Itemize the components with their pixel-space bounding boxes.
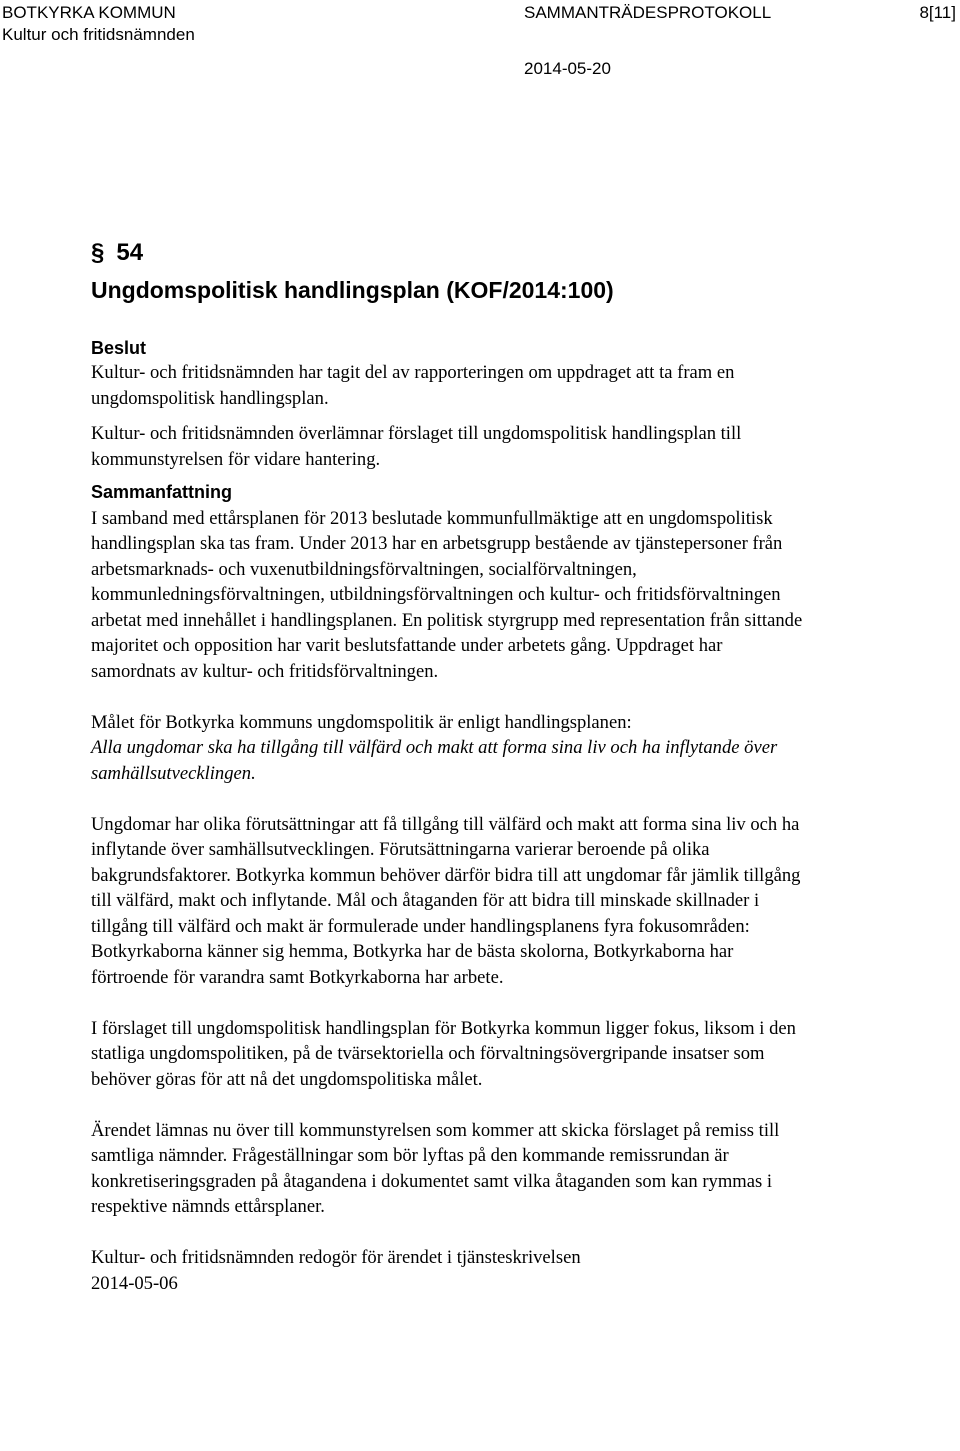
report-date: 2014-05-06 (91, 1272, 178, 1294)
paragraph-sign: § (91, 239, 105, 266)
report-reference-text: Kultur- och fritidsnämnden redogör för ärendet i tjänsteskrivelsen (91, 1247, 581, 1268)
goal-intro: Målet för Botkyrka kommuns ungdomspolitik är enligt handlingsplanen: (91, 711, 632, 733)
organization-name: BOTKYRKA KOMMUN (2, 3, 176, 22)
section-title: Ungdomspolitisk handlingsplan (KOF/2014:100) (91, 277, 614, 303)
page-number: 8[11] (919, 3, 956, 22)
committee-name: Kultur och fritidsnämnden (2, 25, 195, 44)
goal-quote: Alla ungdomar ska ha tillgång till välfärd och makt att forma sina liv och ha inflytande över samhällsutvecklingen. (91, 737, 778, 784)
decision-paragraph: Kultur- och fritidsnämnden har tagit del av rapporteringen om uppdraget att ta fram en ungdomspolitisk handlingsplan. (91, 362, 735, 409)
summary-heading: Sammanfattning (91, 482, 233, 502)
summary-paragraph: Ärendet lämnas nu över till kommunstyrelsen som kommer att skicka förslaget på remiss till samtliga nämnder. Frågeställningar som bör lyftas på den kommande remissrundan är konkretiseringsgraden på åtagandena i dokumentet samt vilka åtaganden som kan rymmas i respektive nämnds ettårsplaner. (91, 1119, 780, 1217)
summary-paragraph: I förslaget till ungdomspolitisk handlingsplan för Botkyrka kommun ligger fokus, liksom i den statliga ungdomspolitiken, på de tvärsektoriella och förvaltningsövergripande insatser som behöver göras för att nå det ungdomspolitiska målet. (91, 1017, 796, 1090)
section-number-value: 54 (116, 239, 144, 266)
summary-paragraph: Ungdomar har olika förutsättningar att få tillgång till välfärd och makt att forma sina liv och ha inflytande över samhällsutvecklingen. Förutsättningarna varierar beroende på olika bakgrundsfaktorer. Botkyrka kommun behöver därför bidra till att ungdomar får jämlik tillgång till välfärd, makt och inflytande. Mål och åtaganden för att bidra till minskade skillnader i tillgång till välfärd och makt är formulerade under handlingsplanens fyra fokusområden: Botkyrkaborna känner sig hemma, Botkyrka har de bästa skolorna, Botkyrkaborna har förtroende för varandra samt Botkyrkaborna har arbete. (91, 813, 801, 988)
document-type: SAMMANTRÄDESPROTOKOLL (524, 3, 772, 22)
summary-paragraph: I samband med ettårsplanen för 2013 beslutade kommunfullmäktige att en ungdomspolitisk handlingsplan ska tas fram. Under 2013 har en arbetsgrupp bestående av tjänstepersoner från arbetsmarknads- och vuxenutbildningsförvaltningen, socialförvaltningen, kommunledningsförvaltningen, utbildningsförvaltningen och kultur- och fritidsförvaltningen arbetat med innehållet i handlingsplanen. En politisk styrgrupp med representation från sittande majoritet och opposition har varit beslutsfattande under arbetets gång. Uppdraget har samordnats av kultur- och fritidsförvaltningen. (91, 507, 803, 682)
decision-paragraph: Kultur- och fritidsnämnden överlämnar förslaget till ungdomspolitisk handlingsplan till kommunstyrelsen för vidare hantering. (91, 423, 742, 470)
decision-heading: Beslut (91, 338, 147, 358)
report-reference (91, 1245, 811, 1296)
meeting-date: 2014-05-20 (524, 59, 611, 78)
section-number (91, 236, 143, 270)
document-body (91, 336, 811, 1296)
